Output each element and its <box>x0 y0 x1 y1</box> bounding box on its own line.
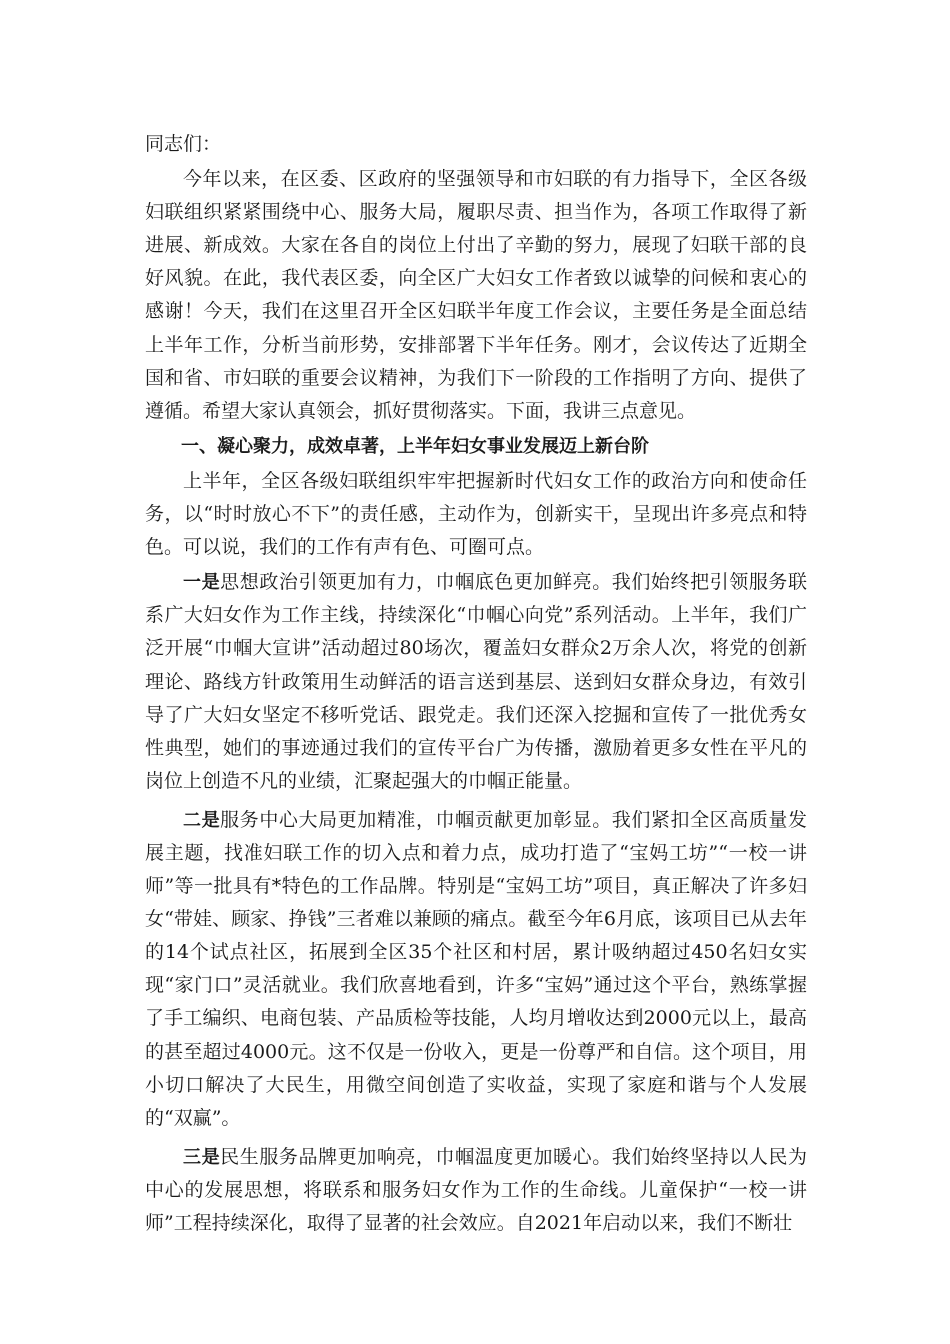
point-3-text: 民生服务品牌更加响亮，巾帼温度更加暖心。我们始终坚持以人民为中心的发展思想，将联系和服务妇女作为工作的生命线。儿童保护“一校一讲师”工程持续深化，取得了显著的社会效应。自2021年启动以来，我们不断壮 <box>145 1145 807 1234</box>
point-2-lead: 二是 <box>183 809 221 831</box>
point-2-paragraph <box>145 804 807 1135</box>
point-3-paragraph <box>145 1141 807 1240</box>
point-1-lead: 一是 <box>183 572 221 594</box>
salutation: 同志们： <box>145 133 222 155</box>
section1-intro-paragraph: 上半年，全区各级妇联组织牢牢把握新时代妇女工作的政治方向和使命任务，以“时时放心不下”的责任感，主动作为，创新实干，呈现出许多亮点和特色。可以说，我们的工作有声有色、可圈可点。 <box>145 469 807 559</box>
point-1-text: 思想政治引领更加有力，巾帼底色更加鲜亮。我们始终把引领服务联系广大妇女作为工作主线，持续深化“巾帼心向党”系列活动。上半年，我们广泛开展“巾帼大宣讲”活动超过80场次，覆盖妇女群众2万余人次，将党的创新理论、路线方针政策用生动鲜活的语言送到基层、送到妇女群众身边，有效引导了广大妇女坚定不移听党话、跟党走。我们还深入挖掘和宣传了一批优秀女性典型，她们的事迹通过我们的宣传平台广为传播，激励着更多女性在平凡的岗位上创造不凡的业绩，汇聚起强大的巾帼正能量。 <box>145 571 807 792</box>
point-3-lead: 三是 <box>183 1146 221 1168</box>
document-body <box>145 128 807 1242</box>
point-2-text: 服务中心大局更加精准，巾帼贡献更加彰显。我们紧扣全区高质量发展主题，找准妇联工作的切入点和着力点，成功打造了“宝妈工坊”“一校一讲师”等一批具有*特色的工作品牌。特别是“宝妈工坊”项目，真正解决了许多妇女“带娃、顾家、挣钱”三者难以兼顾的痛点。截至今年6月底，该项目已从去年的14个试点社区，拓展到全区35个社区和村居，累计吸纳超过450名妇女实现“家门口”灵活就业。我们欣喜地看到，许多“宝妈”通过这个平台，熟练掌握了手工编织、电商包装、产品质检等技能，人均月增收达到2000元以上，最高的甚至超过4000元。这不仅是一份收入，更是一份尊严和自信。这个项目，用小切口解决了大民生，用微空间创造了实收益，实现了家庭和谐与个人发展的“双赢”。 <box>145 808 807 1129</box>
intro-paragraph: 今年以来，在区委、区政府的坚强领导和市妇联的有力指导下，全区各级妇联组织紧紧围绕中心、服务大局，履职尽责、担当作为，各项工作取得了新进展、新成效。大家在各自的岗位上付出了辛勤的努力，展现了妇联干部的良好风貌。在此，我代表区委，向全区广大妇女工作者致以诚挚的问候和衷心的感谢！今天，我们在这里召开全区妇联半年度工作会议，主要任务是全面总结上半年工作，分析当前形势，安排部署下半年任务。刚才，会议传达了近期全国和省、市妇联的重要会议精神，为我们下一阶段的工作指明了方向、提供了遵循。希望大家认真领会，抓好贯彻落实。下面，我讲三点意见。 <box>145 168 807 422</box>
section-heading-1: 一、凝心聚力，成效卓著，上半年妇女事业发展迈上新台阶 <box>181 435 649 457</box>
point-1-paragraph <box>145 566 807 798</box>
